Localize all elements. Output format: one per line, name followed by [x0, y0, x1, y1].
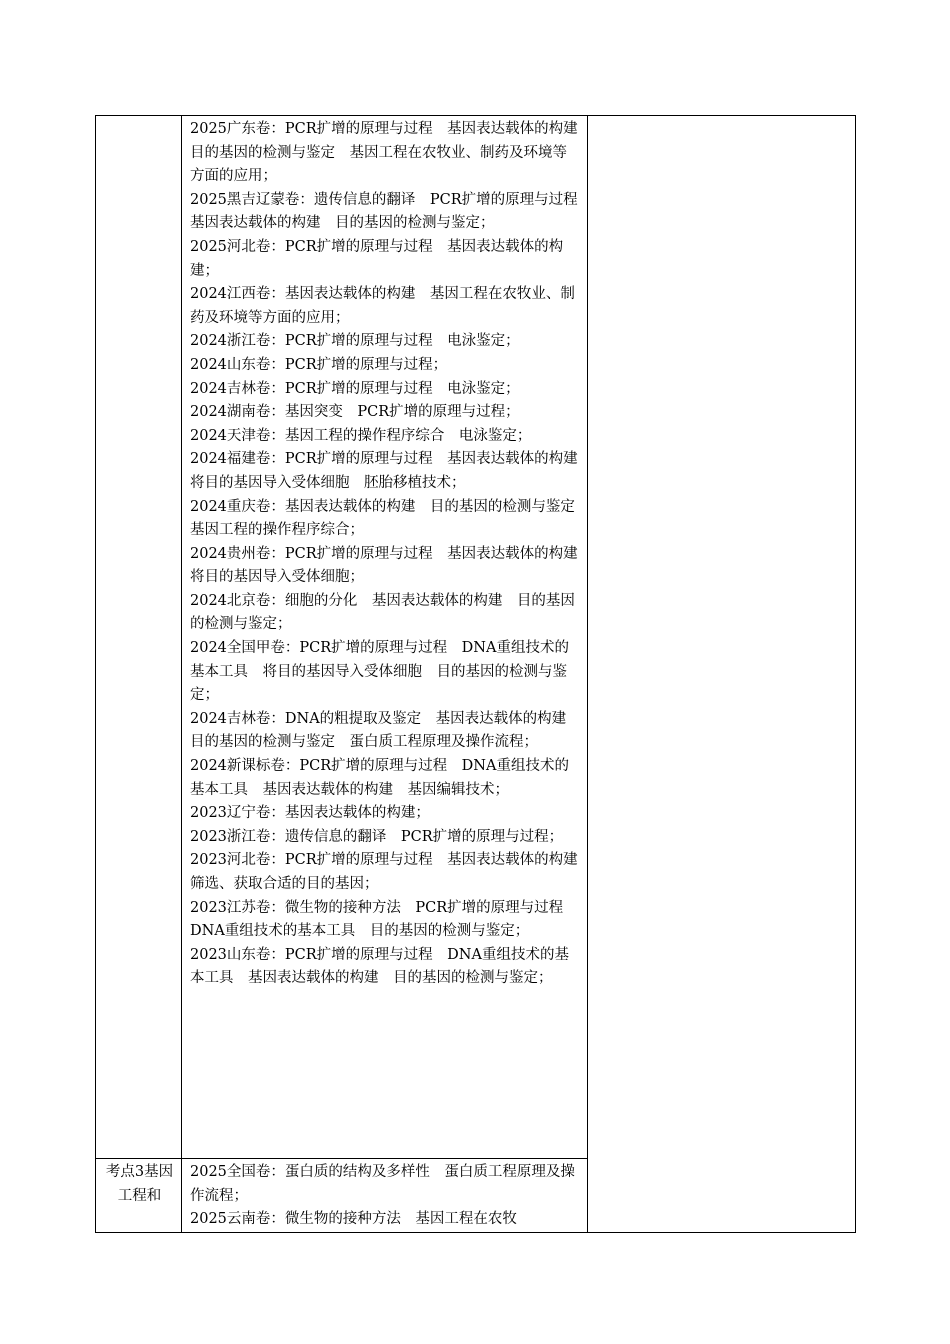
- topic-label-cell: [96, 116, 182, 1159]
- exam-entry: 2023江苏卷：微生物的接种方法 PCR扩增的原理与过程 DNA重组技术的基本工具 目的基因的检测与鉴定；: [190, 899, 578, 940]
- notes-cell: [588, 116, 856, 1233]
- exam-entries-cell: [182, 116, 593, 1159]
- exam-entry: 2025黑吉辽蒙卷：遗传信息的翻译 PCR扩增的原理与过程 基因表达载体的构建 目的基因的检测与鉴定；: [190, 191, 593, 232]
- exam-entry: 2025广东卷：PCR扩增的原理与过程 基因表达载体的构建 目的基因的检测与鉴定 基因工程在农牧业、制药及环境等方面的应用；: [190, 121, 593, 185]
- exam-entry: 2024新课标卷：PCR扩增的原理与过程 DNA重组技术的基本工具 基因表达载体的构建 基因编辑技术；: [190, 758, 569, 798]
- exam-entry: 2024重庆卷：基因表达载体的构建 目的基因的检测与鉴定 基因工程的操作程序综合；: [190, 498, 590, 539]
- exam-entry: 2024浙江卷：PCR扩增的原理与过程 电泳鉴定；: [190, 333, 520, 350]
- exam-entry: 2024北京卷：细胞的分化 基因表达载体的构建 目的基因的检测与鉴定；: [190, 592, 575, 633]
- exam-entry: 2024全国甲卷：PCR扩增的原理与过程 DNA重组技术的基本工具 将目的基因导入受体细胞 目的基因的检测与鉴定；: [190, 640, 569, 704]
- exam-entry: 2023浙江卷：遗传信息的翻译 PCR扩增的原理与过程；: [190, 828, 564, 845]
- exam-entry: 2024福建卷：PCR扩增的原理与过程 基因表达载体的构建 将目的基因导入受体细胞 胚胎移植技术；: [190, 451, 593, 491]
- table-row: [96, 116, 856, 1159]
- exam-entry: 2023山东卷：PCR扩增的原理与过程 DNA重组技术的基本工具 基因表达载体的构建 目的基因的检测与鉴定；: [190, 946, 569, 987]
- exam-entry: 2024江西卷：基因表达载体的构建 基因工程在农牧业、制药及环境等方面的应用；: [190, 286, 575, 326]
- exam-entry: 2024吉林卷：DNA的粗提取及鉴定 基因表达载体的构建 目的基因的检测与鉴定 蛋白质工程原理及操作流程；: [190, 710, 581, 751]
- exam-entries-cell: [182, 1159, 588, 1233]
- exam-entry: 2025全国卷：蛋白质的结构及多样性 蛋白质工程原理及操作流程；: [190, 1164, 575, 1204]
- exam-entry: 2024贵州卷：PCR扩增的原理与过程 基因表达载体的构建 将目的基因导入受体细胞；: [190, 545, 593, 586]
- exam-entry: 2025云南卷：微生物的接种方法 基因工程在农牧: [190, 1211, 517, 1228]
- topic-label: 考点3基因工程和: [105, 1164, 174, 1204]
- topic-label-cell: [96, 1159, 182, 1233]
- exam-entry: 2024湖南卷：基因突变 PCR扩增的原理与过程；: [190, 404, 520, 421]
- exam-entry: 2024山东卷：PCR扩增的原理与过程；: [190, 356, 448, 373]
- exam-topic-table: [95, 115, 856, 1233]
- exam-entry: 2023河北卷：PCR扩增的原理与过程 基因表达载体的构建 筛选、获取合适的目的基因；: [190, 852, 593, 892]
- exam-entry: 2024吉林卷：PCR扩增的原理与过程 电泳鉴定；: [190, 380, 520, 397]
- exam-entry: 2024天津卷：基因工程的操作程序综合 电泳鉴定；: [190, 427, 532, 444]
- exam-entry: 2025河北卷：PCR扩增的原理与过程 基因表达载体的构建；: [190, 238, 564, 279]
- exam-entry: 2023辽宁卷：基因表达载体的构建；: [190, 805, 430, 822]
